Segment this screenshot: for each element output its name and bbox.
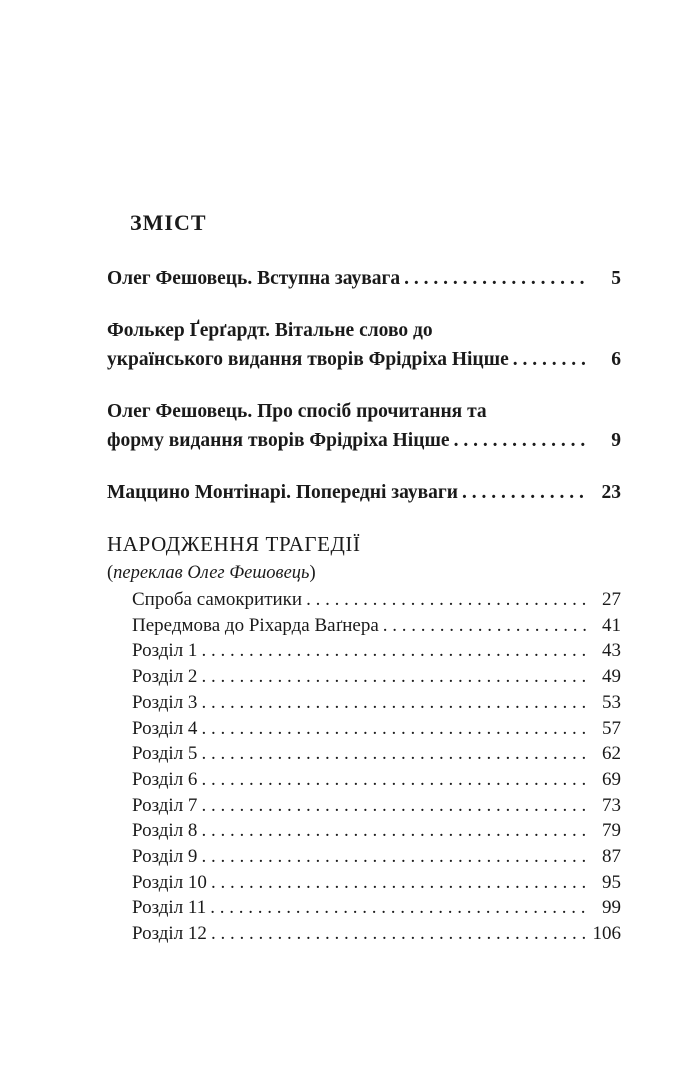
chapter-page: 62: [602, 743, 621, 765]
chapter-page: 69: [602, 768, 621, 790]
chapter-label: Розділ 6: [132, 768, 198, 790]
chapter-label: Розділ 2: [132, 666, 198, 688]
dot-leader: [306, 587, 589, 613]
dot-leader: [201, 741, 589, 767]
toc-entry-page: 23: [601, 482, 621, 503]
translator-note: переклав Олег Фешовець: [113, 563, 310, 583]
chapter-list: [132, 587, 621, 947]
chapter-page: 27: [602, 589, 621, 610]
dot-leader: [210, 895, 589, 921]
section-subtitle: [107, 563, 316, 584]
dot-leader: [383, 613, 589, 639]
chapter-label: Розділ 10: [132, 871, 207, 893]
dot-leader: [201, 664, 589, 690]
toc-entry-page: 6: [611, 349, 621, 370]
chapter-item: [132, 921, 621, 947]
chapter-label: Розділ 1: [132, 640, 198, 662]
chapter-label: Розділ 3: [132, 691, 198, 713]
paren-open: (: [107, 563, 114, 583]
toc-entry: [107, 264, 621, 293]
chapter-page: 41: [602, 614, 621, 636]
dot-leader: [201, 767, 589, 793]
toc-entry-title-line: українського видання творів Фрідріха Ніцше: [107, 349, 509, 370]
dot-leader: [462, 478, 589, 507]
chapter-label: Розділ 8: [132, 820, 198, 842]
dot-leader: [201, 818, 589, 844]
chapter-label: Розділ 9: [132, 846, 198, 868]
dot-leader: [404, 264, 589, 293]
toc-entry: [107, 397, 621, 455]
toc-entry: [107, 316, 621, 374]
section-title: НАРОДЖЕННЯ ТРАГЕДІЇ: [107, 532, 361, 556]
dot-leader: [513, 345, 589, 374]
chapter-item: [132, 844, 621, 870]
toc-entry-title-line: Фолькер Ґерґардт. Вітальне слово до: [107, 320, 433, 341]
toc-heading: ЗМІСТ: [130, 210, 207, 235]
chapter-item: [132, 664, 621, 690]
chapter-item: [132, 716, 621, 742]
chapter-page: 106: [592, 923, 621, 945]
chapter-item: [132, 690, 621, 716]
dot-leader: [211, 870, 589, 896]
toc-entry-title-line: форму видання творів Фрідріха Ніцше: [107, 430, 450, 451]
toc-entry: [107, 478, 621, 507]
chapter-item: [132, 793, 621, 819]
chapter-page: 95: [602, 871, 621, 893]
chapter-page: 99: [602, 897, 621, 919]
chapter-page: 73: [602, 794, 621, 816]
chapter-item: [132, 587, 621, 613]
chapter-item: [132, 895, 621, 921]
chapter-page: 43: [602, 640, 621, 662]
chapter-item: [132, 613, 621, 639]
chapter-item: [132, 870, 621, 896]
toc-entry-page: 5: [611, 268, 621, 289]
chapter-page: 57: [602, 717, 621, 739]
chapter-label: Розділ 12: [132, 923, 207, 945]
dot-leader: [201, 844, 589, 870]
toc-entry-page: 9: [611, 430, 621, 451]
dot-leader: [201, 793, 589, 819]
dot-leader: [201, 638, 589, 664]
chapter-item: [132, 638, 621, 664]
dot-leader: [454, 426, 589, 455]
chapter-page: 79: [602, 820, 621, 842]
chapter-label: Розділ 5: [132, 743, 198, 765]
toc-entry-title-line: Олег Фешовець. Про спосіб прочитання та: [107, 401, 487, 422]
chapter-label: Спроба самокритики: [132, 589, 303, 610]
chapter-label: Розділ 4: [132, 717, 198, 739]
chapter-item: [132, 818, 621, 844]
chapter-label: Розділ 11: [132, 897, 207, 919]
dot-leader: [211, 921, 589, 947]
chapter-page: 49: [602, 666, 621, 688]
toc-entry-title: Маццино Монтінарі. Попередні зауваги: [107, 482, 459, 503]
chapter-item: [132, 741, 621, 767]
chapter-page: 53: [602, 691, 621, 713]
chapter-label: Передмова до Ріхарда Ваґнера: [132, 614, 379, 636]
dot-leader: [201, 690, 589, 716]
dot-leader: [201, 716, 589, 742]
paren-close: ): [309, 563, 316, 583]
chapter-page: 87: [602, 846, 621, 868]
chapter-label: Розділ 7: [132, 794, 198, 816]
chapter-item: [132, 767, 621, 793]
toc-entry-title: Олег Фешовець. Вступна заувага: [107, 268, 401, 289]
